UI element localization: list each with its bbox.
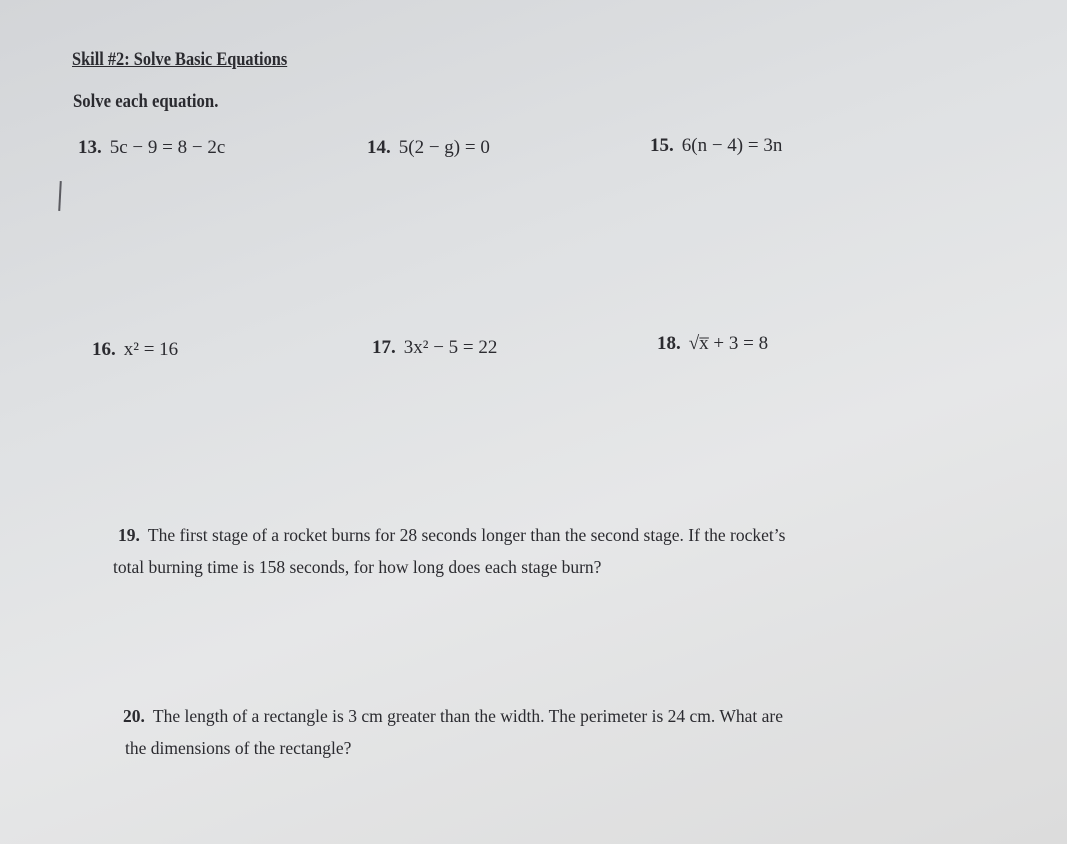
problem-number: 13. xyxy=(78,137,102,158)
problem-number: 20. xyxy=(123,706,145,726)
problem-number: 16. xyxy=(92,339,116,360)
problem-number: 14. xyxy=(367,137,391,158)
equation: 6(n − 4) = 3n xyxy=(681,135,783,156)
problem-number: 17. xyxy=(372,337,396,358)
pencil-mark xyxy=(58,181,62,211)
problem-text-line-2: total burning time is 158 seconds, for how long does each stage burn? xyxy=(113,557,602,577)
worksheet-title: Skill #2: Solve Basic Equations xyxy=(72,49,288,70)
word-problem-19 xyxy=(113,519,785,583)
problem-text-line-2: the dimensions of the rectangle? xyxy=(125,738,352,758)
problem-number: 19. xyxy=(118,525,140,545)
equation: 5c − 9 = 8 − 2c xyxy=(109,137,226,158)
word-problem-20 xyxy=(123,700,783,764)
equation: 5(2 − g) = 0 xyxy=(398,137,490,158)
problem-number: 15. xyxy=(650,135,674,156)
problem-number: 18. xyxy=(657,333,681,354)
instructions: Solve each equation. xyxy=(73,91,219,112)
problem-17 xyxy=(372,337,497,359)
problem-16 xyxy=(92,339,178,361)
equation: 3x² − 5 = 22 xyxy=(403,337,498,358)
problem-14 xyxy=(367,137,490,159)
problem-text-line-1: The length of a rectangle is 3 cm greater than the width. The perimeter is 24 cm. What are xyxy=(152,706,783,726)
equation: √x̅ + 3 = 8 xyxy=(688,333,769,354)
problem-15 xyxy=(650,135,782,157)
equation: x² = 16 xyxy=(123,339,179,360)
problem-13 xyxy=(78,137,225,159)
problem-18 xyxy=(657,333,768,355)
problem-text-line-1: The first stage of a rocket burns for 28 seconds longer than the second stage. If the rocket’s xyxy=(147,525,786,545)
